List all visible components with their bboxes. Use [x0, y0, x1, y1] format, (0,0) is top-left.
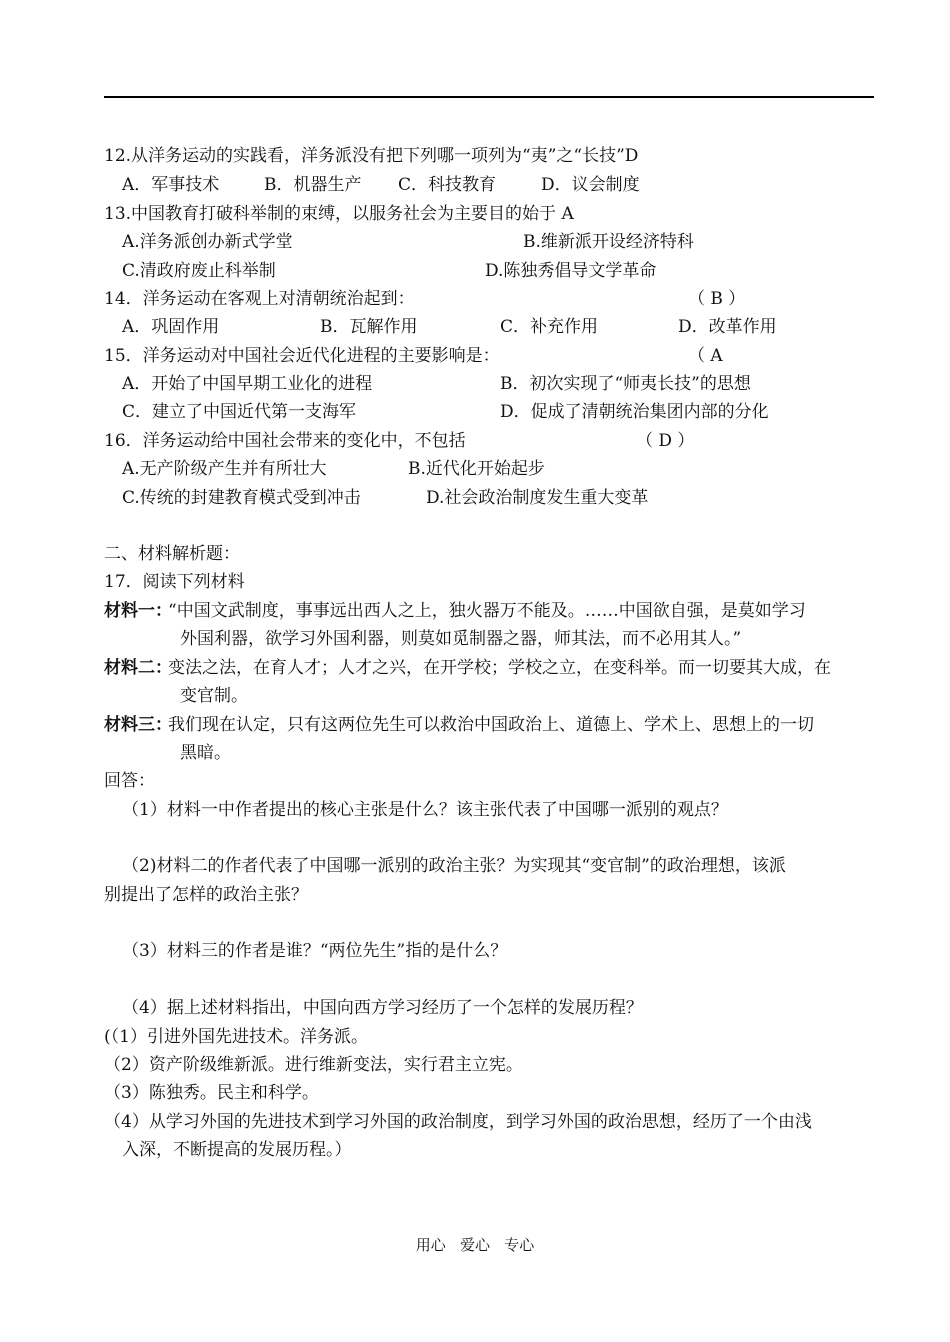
answer-4-cont: 入深，不断提高的发展历程。）: [122, 1140, 352, 1160]
q12-option-a: A．军事技术: [122, 175, 220, 195]
question-3: （3）材料三的作者是谁？“两位先生”指的是什么？: [122, 941, 508, 961]
q16-option-a: A.无产阶级产生并有所壮大: [122, 459, 327, 479]
q17-prompt: 17．阅读下列材料: [104, 572, 245, 592]
material-1-text-cont: 外国利器，欲学习外国利器，则莫如觅制器之器，师其法，而不必用其人。”: [180, 629, 742, 649]
material-2-text-cont: 变官制。: [180, 686, 248, 706]
material-2-text: 变法之法，在育人才；人才之兴，在开学校；学校之立，在变科举。而一切要其大成，在: [168, 658, 831, 678]
q15-option-b: B．初次实现了“师夷长技”的思想: [500, 374, 751, 394]
question-1: （1）材料一中作者提出的核心主张是什么？该主张代表了中国哪一派别的观点？: [122, 800, 728, 820]
q14-option-d: D．改革作用: [678, 317, 777, 337]
material-1-label: 材料一：: [104, 601, 172, 621]
header-rule: [104, 96, 874, 98]
q13-option-c: C.清政府废止科举制: [122, 261, 276, 281]
q16-option-d: D.社会政治制度发生重大变革: [426, 488, 649, 508]
q16-answer: （ D ）: [636, 431, 695, 451]
section-heading: 二、材料解析题：: [104, 544, 240, 564]
q13-option-b: B.维新派开设经济特科: [523, 232, 694, 252]
q15-stem: 15．洋务运动对中国社会近代化进程的主要影响是：: [104, 346, 500, 366]
q15-option-a: A．开始了中国早期工业化的进程: [122, 374, 373, 394]
q15-answer: （ A: [688, 346, 723, 366]
q13-option-d: D.陈独秀倡导文学革命: [485, 261, 657, 281]
q12-option-d: D．议会制度: [541, 175, 640, 195]
q14-option-c: C．补充作用: [500, 317, 599, 337]
q14-answer: （ B ）: [688, 289, 746, 309]
q12-option-c: C．科技教育: [398, 175, 497, 195]
question-4: （4）据上述材料指出，中国向西方学习经历了一个怎样的发展历程？: [122, 998, 643, 1018]
q14-option-a: A．巩固作用: [122, 317, 220, 337]
answer-3: （3）陈独秀。民主和科学。: [104, 1083, 319, 1103]
q16-option-b: B.近代化开始起步: [408, 459, 545, 479]
q14-option-b: B．瓦解作用: [320, 317, 418, 337]
q12-stem: 12.从洋务运动的实践看，洋务派没有把下列哪一项列为“夷”之“长技”D: [104, 146, 639, 166]
answer-prompt: 回答：: [104, 771, 155, 791]
page-footer: 用心 爱心 专心: [415, 1236, 535, 1254]
material-2-label: 材料二：: [104, 658, 172, 678]
material-1-text: “中国文武制度，事事远出西人之上，独火器万不能及。……中国欲自强，是莫如学习: [168, 601, 806, 621]
q13-option-a: A.洋务派创办新式学堂: [122, 232, 293, 252]
q16-stem: 16．洋务运动给中国社会带来的变化中，不包括: [104, 431, 466, 451]
material-3-text: 我们现在认定，只有这两位先生可以救治中国政治上、道德上、学术上、思想上的一切: [168, 715, 814, 735]
q13-stem: 13.中国教育打破科举制的束缚，以服务社会为主要目的始于 A: [104, 204, 574, 224]
q15-option-d: D．促成了清朝统治集团内部的分化: [500, 402, 769, 422]
question-2: （2)材料二的作者代表了中国哪一派别的政治主张？为实现其“变官制”的政治理想，该派: [122, 856, 786, 876]
q14-stem: 14．洋务运动在客观上对清朝统治起到：: [104, 289, 415, 309]
material-3-text-cont: 黑暗。: [180, 743, 231, 763]
material-3-label: 材料三：: [104, 715, 172, 735]
q16-option-c: C.传统的封建教育模式受到冲击: [122, 488, 361, 508]
answer-1: (（1）引进外国先进技术。洋务派。: [104, 1027, 368, 1047]
answer-2: （2）资产阶级维新派。进行维新变法，实行君主立宪。: [104, 1055, 523, 1075]
q15-option-c: C．建立了中国近代第一支海军: [122, 402, 357, 422]
answer-4: （4）从学习外国的先进技术到学习外国的政治制度，到学习外国的政治思想，经历了一个由浅: [104, 1112, 812, 1132]
q12-option-b: B．机器生产: [264, 175, 362, 195]
question-2-cont: 别提出了怎样的政治主张？: [104, 885, 308, 905]
